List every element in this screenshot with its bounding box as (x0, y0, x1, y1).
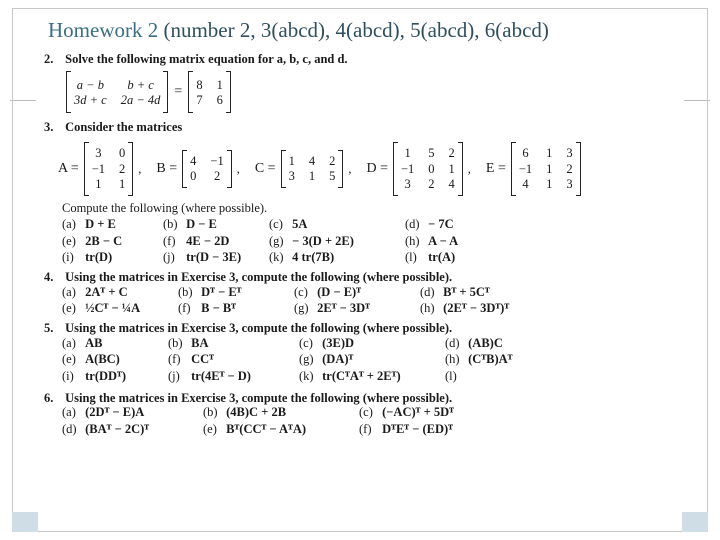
matrix-d-entry: 1 (448, 161, 455, 176)
matrix-e-entry: 2 (566, 161, 573, 176)
decorative-block-right (682, 512, 708, 532)
subquestion (445, 369, 575, 383)
subquestion (359, 405, 529, 419)
lhs-matrix-entry: 3d + c (74, 92, 107, 107)
decorative-block-left (12, 512, 38, 532)
subquestion (269, 250, 399, 264)
question-3 (44, 120, 684, 134)
decorative-rule-right (684, 100, 710, 101)
subquestion-expression: 4E − 2D (186, 233, 230, 248)
question-5-items (62, 336, 684, 383)
matrix-c-entry: 5 (329, 169, 336, 184)
matrix-a-entry: 0 (119, 146, 126, 161)
subquestion (62, 422, 197, 436)
rhs-matrix-entry: 6 (216, 92, 223, 107)
subquestion-label: (h) (405, 233, 420, 248)
question-3-items (62, 217, 684, 264)
question-2 (44, 52, 684, 66)
subquestion (299, 336, 439, 350)
subquestion (269, 234, 399, 248)
subquestion-expression: (D − E)ᵀ (317, 284, 362, 299)
subquestion (163, 217, 263, 231)
subquestion-label: (b) (203, 405, 218, 420)
matrix-b-label: B = (156, 160, 178, 176)
subquestion-expression: Bᵀ(CCᵀ − AᵀA) (226, 421, 307, 436)
subquestion (62, 369, 162, 383)
subquestion (405, 217, 525, 231)
slide-title (48, 18, 549, 43)
matrix-e-entry: −1 (518, 161, 533, 176)
question-number: 5. (44, 321, 54, 336)
subquestion (163, 250, 263, 264)
subquestion-label: (b) (168, 335, 183, 350)
subquestion (445, 352, 575, 366)
compute-instruction: Compute the following (where possible). (62, 200, 268, 215)
subquestion-expression: 4 tr(7B) (292, 249, 335, 264)
matrix-a-entry: −1 (91, 161, 106, 176)
subquestion-expression: − 7C (428, 217, 454, 232)
matrix-b-entry: 0 (190, 169, 197, 184)
matrix-e-entry: 1 (546, 161, 553, 176)
subquestion (269, 217, 399, 231)
matrix-d-entry: 3 (404, 176, 411, 191)
subquestion-expression: (2Eᵀ − 3Dᵀ)ᵀ (443, 301, 510, 315)
subquestion-expression: (CᵀB)Aᵀ (468, 352, 513, 367)
subquestion-expression: tr(A) (428, 249, 456, 264)
question-4 (44, 270, 684, 284)
subquestion-expression: Dᵀ − Eᵀ (201, 284, 242, 299)
subquestion-label: (f) (163, 233, 176, 248)
question-text: Using the matrices in Exercise 3, compute the following (where possible). (65, 270, 453, 285)
lhs-matrix (66, 72, 168, 112)
subquestion-label: (l) (405, 249, 417, 264)
matrix-a-entry: 1 (95, 176, 102, 191)
subquestion-expression: tr(D) (85, 249, 113, 264)
matrix-e (511, 143, 581, 195)
matrix-e-entry: 3 (566, 176, 573, 191)
subquestion-expression: (2Dᵀ − E)A (85, 405, 145, 420)
question-text: Using the matrices in Exercise 3, compute the following (where possible). (65, 321, 453, 336)
question-4-items (62, 285, 684, 316)
subquestion-label: (d) (405, 217, 420, 232)
subquestion-expression: tr(D − 3E) (186, 249, 242, 264)
subquestion (359, 422, 529, 436)
matrix-c (281, 151, 344, 187)
subquestion-expression: DᵀEᵀ − (ED)ᵀ (382, 421, 453, 436)
decorative-rule-left (10, 100, 36, 101)
subquestion-label: (a) (62, 284, 76, 299)
matrix-c-entry: 1 (308, 169, 316, 184)
subquestion-label: (i) (62, 368, 74, 383)
matrix-c-entry: 3 (288, 169, 295, 184)
subquestion-label: (f) (359, 421, 372, 436)
subquestion (62, 405, 197, 419)
subquestion (163, 234, 263, 248)
subquestion-expression: 2Eᵀ − 3Dᵀ (317, 301, 370, 315)
subquestion-expression: 5A (292, 217, 308, 232)
matrix-d-label: D = (366, 160, 388, 176)
question-number: 4. (44, 270, 54, 285)
subquestion-label: (c) (294, 284, 308, 299)
subquestion-expression: A(BC) (85, 352, 120, 367)
subquestion-expression: D − E (186, 217, 217, 232)
subquestion-label: (h) (420, 301, 435, 315)
matrix-definitions: A = 3 0 −1 2 1 1 , B = 4 −1 0 2 , C = 1 4 2 3 1 5 , D = 1 5 2 −1 0 1 3 2 4 , E = 6 1 3 −1 1 2 4 1 3 (58, 141, 684, 197)
subquestion (62, 352, 162, 366)
subquestion-label: (j) (168, 368, 180, 383)
question-text: Solve the following matrix equation for a, b, c, and d. (65, 52, 348, 66)
subquestion (62, 285, 172, 299)
subquestion (203, 422, 353, 436)
matrix-d-entry: 5 (428, 146, 435, 161)
subquestion-label: (k) (269, 249, 284, 264)
matrix-d-entry: −1 (400, 161, 415, 176)
subquestion (405, 250, 525, 264)
subquestion-label: (c) (359, 405, 373, 420)
subquestion-label: (d) (420, 284, 435, 299)
matrix-a (84, 143, 134, 195)
subquestion-label: (e) (62, 233, 76, 248)
subquestion (294, 285, 414, 299)
subquestion-expression: (DA)ᵀ (322, 352, 354, 367)
homework-content (44, 52, 684, 436)
subquestion-label: (d) (445, 335, 460, 350)
subquestion (62, 336, 162, 350)
subquestion (62, 217, 157, 231)
matrix-d-entry: 2 (448, 146, 455, 161)
question-text: Consider the matrices (65, 120, 183, 135)
matrix-e-entry: 1 (546, 176, 553, 191)
lhs-matrix-entry: 2a − 4d (120, 92, 161, 107)
subquestion-expression: D + E (85, 217, 116, 232)
subquestion-expression: (4B)C + 2B (226, 405, 287, 420)
matrix-a-label: A = (58, 160, 79, 176)
lhs-matrix-entry: a − b (76, 77, 104, 92)
subquestion-label: (g) (294, 301, 309, 315)
rhs-matrix (188, 72, 231, 112)
subquestion-label: (b) (178, 284, 193, 299)
title-detail: (number 2, 3(abcd), 4(abcd), 5(abcd), 6(abcd) (163, 18, 549, 42)
subquestion (62, 250, 157, 264)
subquestion-label: (b) (163, 217, 178, 232)
matrix-e-entry: 3 (566, 146, 573, 161)
subquestion-label: (f) (178, 301, 191, 315)
subquestion (168, 369, 293, 383)
subquestion (62, 301, 172, 315)
question-5 (44, 321, 684, 335)
rhs-matrix-entry: 8 (196, 77, 203, 92)
subquestion-expression: (AB)C (468, 335, 503, 350)
matrix-d (393, 143, 463, 195)
subquestion (62, 234, 157, 248)
subquestion-label: (g) (269, 233, 284, 248)
subquestion (420, 301, 560, 315)
subquestion (299, 352, 439, 366)
matrix-c-label: C = (254, 160, 276, 176)
matrix-a-entry: 1 (119, 176, 126, 191)
subquestion (178, 285, 288, 299)
subquestion (168, 352, 293, 366)
matrix-a-entry: 2 (119, 161, 126, 176)
subquestion-expression: (3E)D (322, 335, 355, 350)
subquestion-expression: B − Bᵀ (201, 301, 236, 315)
subquestion-label: (h) (445, 352, 460, 367)
subquestion-label: (e) (62, 301, 76, 315)
subquestion (203, 405, 353, 419)
subquestion-expression: tr(CᵀAᵀ + 2Eᵀ) (322, 368, 401, 383)
question-number: 2. (44, 52, 54, 66)
subquestion-label: (f) (168, 352, 181, 367)
subquestion-label: (i) (62, 249, 74, 264)
question-6-items (62, 405, 684, 436)
subquestion (420, 285, 560, 299)
subquestion-expression: 2Aᵀ + C (85, 284, 128, 299)
subquestion (405, 234, 525, 248)
matrix-c-entry: 1 (288, 153, 295, 168)
question-6 (44, 391, 684, 405)
subquestion-expression: 2B − C (85, 233, 123, 248)
subquestion-label: (c) (299, 335, 313, 350)
subquestion-expression: tr(4Eᵀ − D) (191, 368, 251, 383)
subquestion-label: (d) (62, 421, 77, 436)
matrix-b-entry: 2 (213, 169, 221, 184)
lhs-matrix-entry: b + c (127, 77, 154, 92)
matrix-d-entry: 1 (404, 146, 411, 161)
subquestion-expression: AB (85, 335, 103, 350)
rhs-matrix-entry: 7 (196, 92, 203, 107)
question-number: 3. (44, 120, 54, 135)
subquestion-label: (g) (299, 352, 314, 367)
matrix-d-entry: 2 (428, 176, 435, 191)
subquestion-label: (l) (445, 368, 457, 383)
subquestion-expression: tr(DDᵀ) (85, 368, 127, 383)
subquestion-expression: ½Cᵀ − ¼A (85, 301, 141, 315)
subquestion-expression: A − A (428, 233, 459, 248)
equation-row: a − b b + c 3d + c 2a − 4d = 8 1 7 6 (66, 70, 684, 114)
subquestion-expression: BA (191, 335, 209, 350)
subquestion (299, 369, 439, 383)
matrix-b-entry: 4 (190, 153, 197, 168)
subquestion-expression: Bᵀ + 5Cᵀ (443, 284, 490, 299)
subquestion-label: (c) (269, 217, 283, 232)
matrix-e-entry: 6 (522, 146, 529, 161)
subquestion-expression: (BAᵀ − 2C)ᵀ (85, 421, 150, 436)
subquestion (445, 336, 575, 350)
subquestion-label: (k) (299, 368, 314, 383)
matrix-b (182, 151, 232, 187)
subquestion-expression: − 3(D + 2E) (292, 233, 354, 248)
subquestion (178, 301, 288, 315)
subquestion-label: (e) (62, 352, 76, 367)
matrix-c-entry: 2 (329, 153, 336, 168)
question-text: Using the matrices in Exercise 3, compute the following (where possible). (65, 390, 453, 405)
subquestion-expression: (−AC)ᵀ + 5Dᵀ (382, 405, 454, 420)
subquestion-label: (a) (62, 217, 76, 232)
matrix-e-entry: 1 (546, 146, 553, 161)
matrix-d-entry: 4 (448, 176, 455, 191)
matrix-a-entry: 3 (95, 146, 102, 161)
subquestion (294, 301, 414, 315)
rhs-matrix-entry: 1 (216, 77, 223, 92)
matrix-d-entry: 0 (428, 161, 435, 176)
subquestion-label: (a) (62, 405, 76, 420)
title-main: Homework 2 (48, 18, 159, 42)
matrix-e-entry: 4 (522, 176, 529, 191)
subquestion-label: (a) (62, 335, 76, 350)
matrix-c-entry: 4 (308, 153, 316, 168)
subquestion-label: (j) (163, 249, 175, 264)
matrix-e-label: E = (485, 160, 506, 176)
subquestion-label: (e) (203, 421, 217, 436)
subquestion (168, 336, 293, 350)
subquestion-expression: CCᵀ (191, 352, 214, 367)
matrix-b-entry: −1 (210, 153, 224, 168)
question-number: 6. (44, 390, 54, 405)
